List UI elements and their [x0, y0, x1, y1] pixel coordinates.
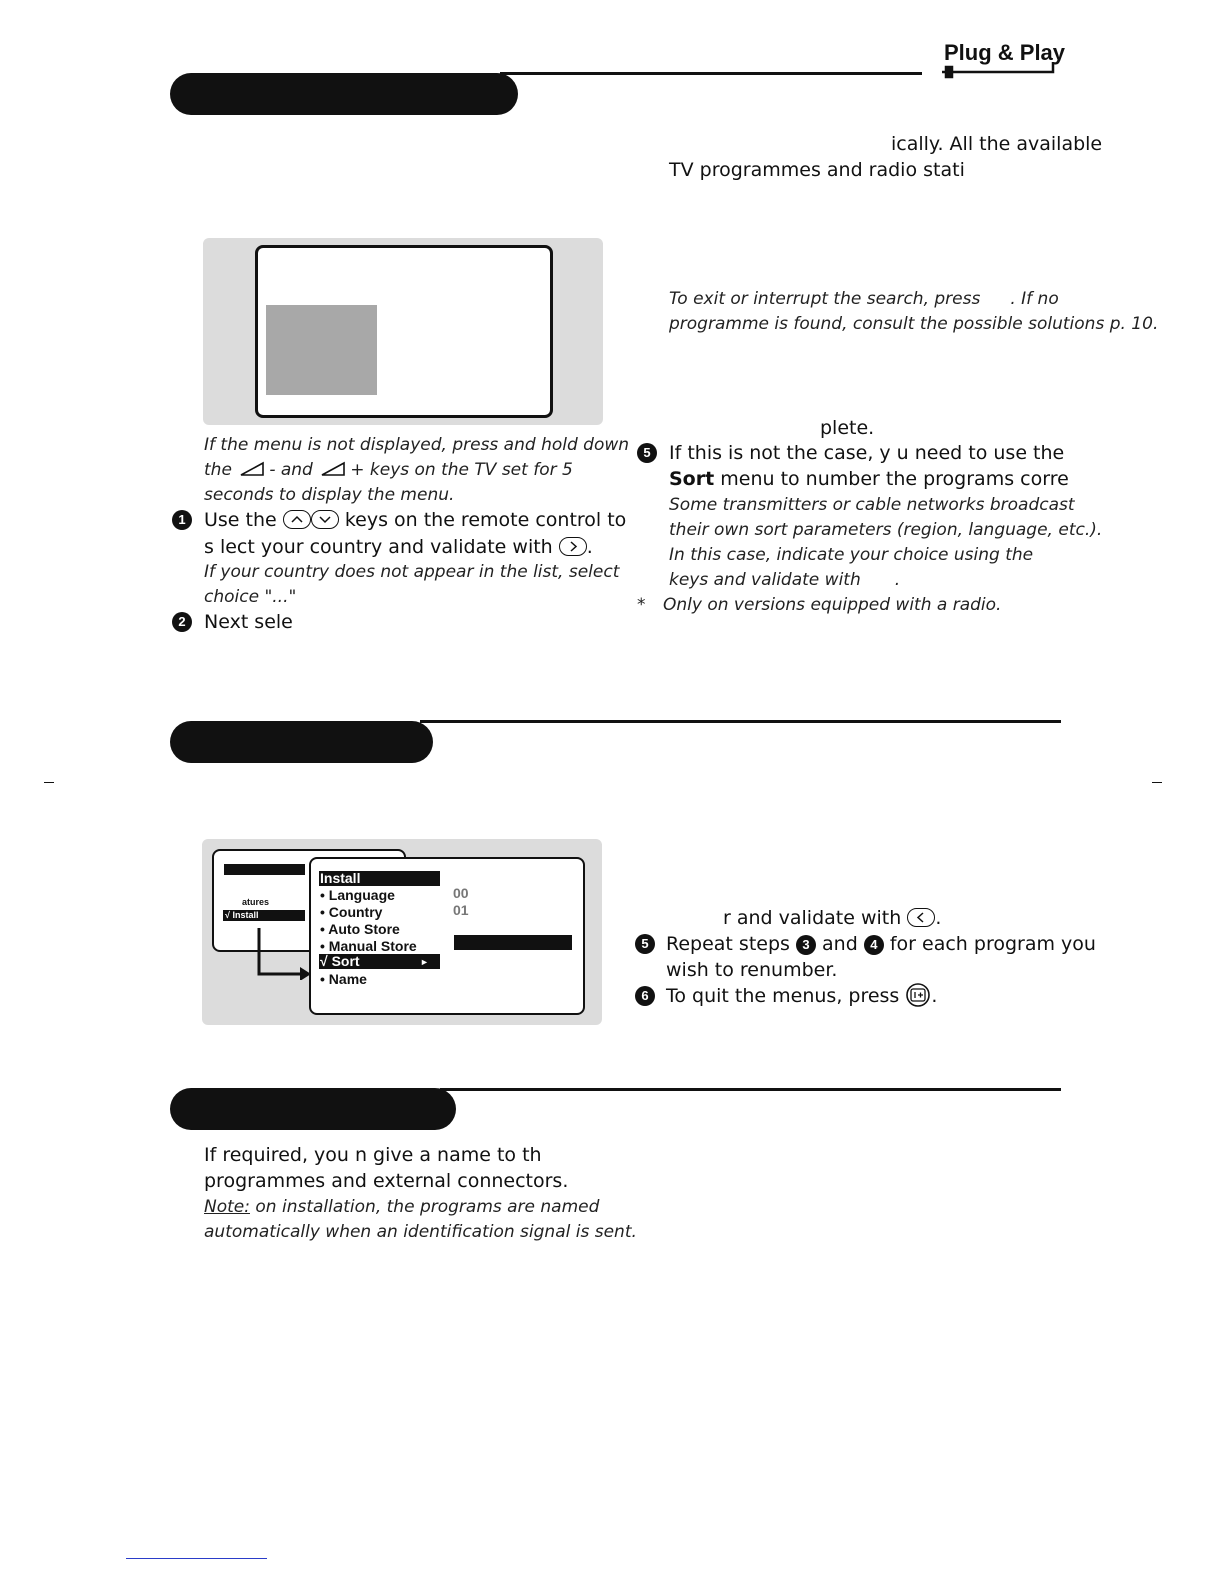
step-2-text: Next sele	[204, 611, 293, 633]
install-item-country[interactable]: • Country	[320, 904, 383, 920]
footer-link-underline	[126, 1558, 267, 1559]
main-menu-title-bar	[224, 864, 305, 875]
step-2-badge: 2	[172, 612, 192, 632]
inline-step-3-badge: 3	[796, 935, 816, 955]
section1-header-pill	[170, 73, 518, 115]
menu-key-icon	[905, 983, 931, 1007]
program-value-01: 01	[453, 902, 469, 918]
sort-arrow-icon: ►	[420, 957, 429, 967]
footnote-marker: *	[637, 595, 646, 615]
cursor-up-key-icon	[283, 510, 311, 529]
section3-rule	[440, 1088, 1061, 1091]
complete-text: plete.	[820, 417, 875, 439]
menu-note-line-3: seconds to display the menu.	[204, 485, 455, 505]
program-value-00: 00	[453, 885, 469, 901]
cursor-left-key-icon	[907, 908, 935, 927]
install-menu-title: Install	[320, 870, 361, 886]
step-1-line-2: s lect your country and validate with .	[204, 536, 593, 558]
section2-header-pill	[170, 721, 433, 763]
naming-line-2: programmes and external connectors.	[204, 1170, 569, 1192]
intro-line-2: TV programmes and radio stati	[669, 159, 965, 181]
step-5-note-line-3: In this case, indicate your choice using the	[669, 545, 1034, 565]
step-5-line-2: Sort menu to number the programs corre	[669, 468, 1069, 490]
margin-tick-right	[1152, 782, 1162, 783]
menu-note-line-2: the - and + keys on the TV set for 5	[204, 460, 573, 480]
naming-note-line-1: Note: on installation, the programs are named	[204, 1197, 600, 1217]
volume-down-icon	[239, 461, 267, 477]
step-5-line-1: If this is not the case, y u need to use the	[669, 442, 1065, 464]
s2-step-6-badge: 6	[635, 986, 655, 1006]
step-5-note-line-4: keys and validate with .	[669, 570, 901, 590]
s2-step-5-line-2: wish to renumber.	[666, 959, 838, 981]
note-label: Note:	[204, 1197, 250, 1217]
naming-note-line-2: automatically when an identification signal is sent.	[204, 1222, 637, 1242]
menu-placeholder-box	[266, 305, 377, 395]
inline-step-4-badge: 4	[864, 935, 884, 955]
step-1-badge: 1	[172, 510, 192, 530]
naming-line-1: If required, you n give a name to th	[204, 1144, 542, 1166]
volume-up-icon	[320, 461, 348, 477]
cursor-down-key-icon	[311, 510, 339, 529]
submenu-arrow-icon	[254, 926, 314, 980]
intro-line-1: ically. All the available	[891, 133, 1103, 155]
margin-tick-left	[44, 782, 54, 783]
install-item-sort[interactable]: √ Sort	[320, 953, 360, 969]
s2-step-6-line: To quit the menus, press .	[666, 985, 938, 1007]
plug-icon	[938, 62, 1060, 84]
main-menu-item-features: atures	[242, 897, 270, 907]
step-5-note-line-2: their own sort parameters (region, language, etc.).	[669, 520, 1103, 540]
sort-menu-label: Sort	[669, 468, 715, 490]
exit-note-line-2: programme is found, consult the possible solutions p. 10.	[669, 314, 1159, 334]
step-5-note-line-1: Some transmitters or cable networks broadcast	[669, 495, 1075, 515]
menu-note-line-1: If the menu is not displayed, press and hold down	[204, 435, 630, 455]
s2-step-5-line-1: Repeat steps 3 and 4 for each program you	[666, 933, 1096, 955]
step-1-note-line-1: If your country does not appear in the list, select	[204, 562, 620, 582]
exit-note-line-1: To exit or interrupt the search, press . If no	[669, 289, 1059, 309]
s2-step-5-badge: 5	[635, 934, 655, 954]
main-menu-item-install: √ Install	[225, 910, 259, 920]
cursor-right-key-icon	[559, 537, 587, 556]
logo-text: Plug & Play	[944, 40, 1066, 65]
install-item-auto-store[interactable]: • Auto Store	[320, 921, 400, 937]
install-item-name[interactable]: • Name	[320, 971, 367, 987]
validate-line: r and validate with .	[723, 907, 942, 929]
section3-header-pill	[170, 1088, 456, 1130]
step-5-badge: 5	[637, 443, 657, 463]
program-highlight-bar	[454, 935, 572, 950]
section2-rule	[420, 720, 1061, 723]
section1-rule	[500, 72, 922, 75]
install-item-manual-store[interactable]: • Manual Store	[320, 938, 417, 954]
install-item-language[interactable]: • Language	[320, 887, 395, 903]
footnote-text: Only on versions equipped with a radio.	[663, 595, 1002, 615]
step-1-note-line-2: choice "..."	[204, 587, 297, 607]
step-1-line-1: Use the keys on the remote control to	[204, 509, 627, 531]
